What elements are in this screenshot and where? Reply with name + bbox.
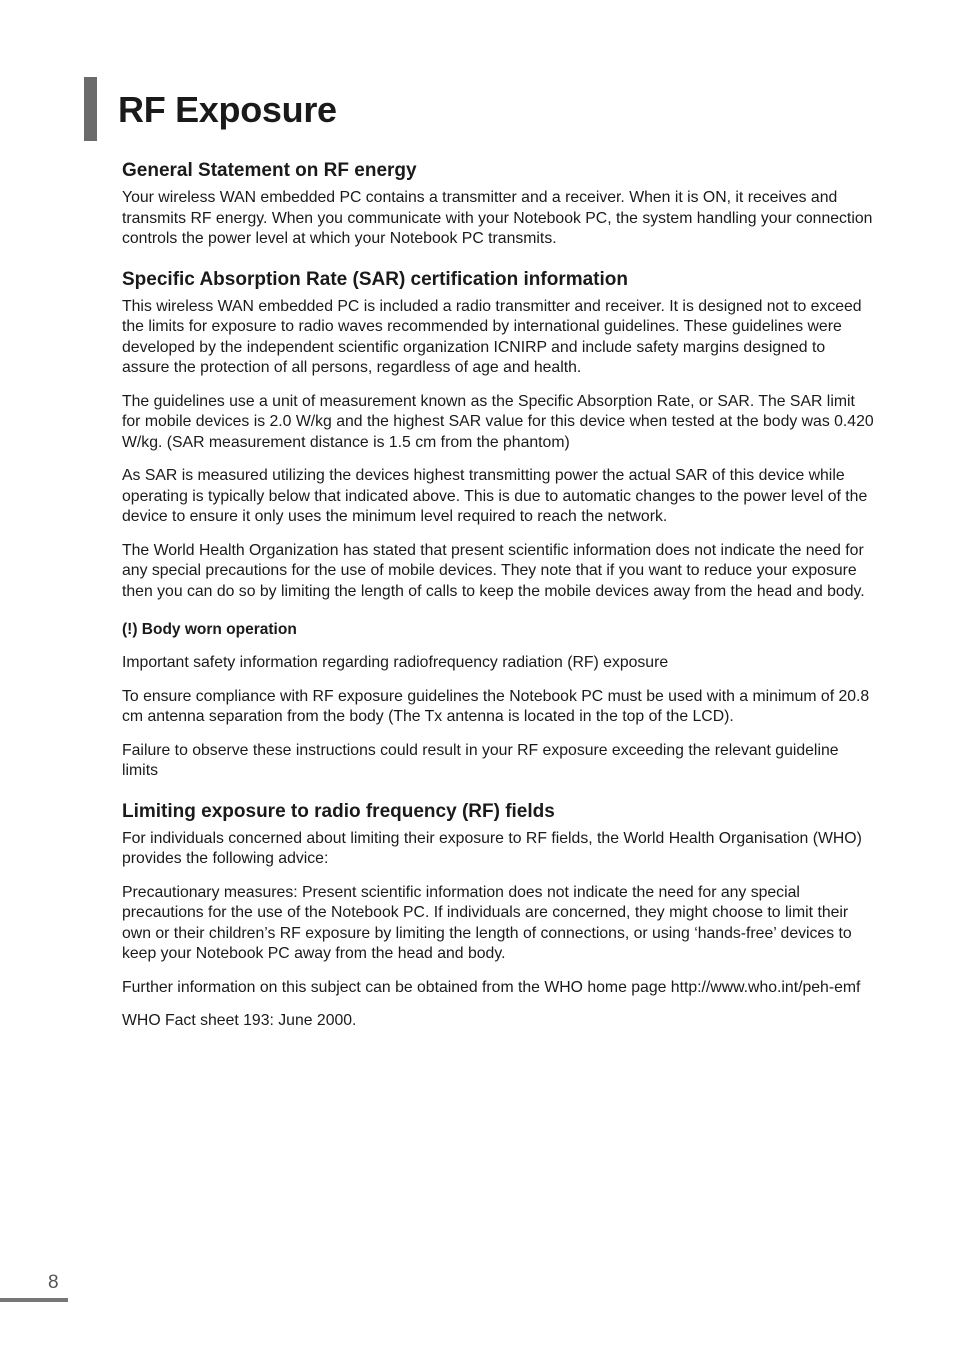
limiting-exposure-paragraph-2: Precautionary measures: Present scientific information does not indicate the need for any special precautions for the use of the Notebook PC. If individuals are concerned, they might choose to limit their own or their children’s RF exposure by limiting the length of connections, or using ‘hands-free’ devices to keep your Notebook PC away from the head and body. — [122, 883, 852, 962]
page-number: 8 — [48, 1272, 59, 1293]
page-content — [122, 158, 874, 1045]
body-worn-paragraph-3: Failure to observe these instructions could result in your RF exposure exceeding the relevant guideline limits — [122, 741, 839, 779]
limiting-exposure-paragraph-3: Further information on this subject can be obtained from the WHO home page http://www.who.int/peh-emf — [122, 978, 861, 996]
sar-paragraph-4: The World Health Organization has stated that present scientific information does not indicate the need for any special precautions for the use of mobile devices. They note that if you want to reduce your exposure then you can do so by limiting the length of calls to keep the mobile devices away from the head and body. — [122, 541, 865, 600]
body-worn-paragraph-1: Important safety information regarding radiofrequency radiation (RF) exposure — [122, 654, 669, 671]
general-statement-section — [122, 158, 874, 250]
limiting-exposure-heading: Limiting exposure to radio frequency (RF) fields — [122, 800, 555, 822]
sar-paragraph-3: As SAR is measured utilizing the devices highest transmitting power the actual SAR of this device while operating is typically below that indicated above. This is due to automatic changes to the power level of the device to ensure it only uses the minimum level required to reach the network. — [122, 467, 868, 525]
sar-heading: Specific Absorption Rate (SAR) certification information — [122, 268, 629, 290]
limiting-exposure-section — [122, 799, 874, 1032]
body-worn-paragraph-2: To ensure compliance with RF exposure guidelines the Notebook PC must be used with a minimum of 20.8 cm antenna separation from the body (The Tx antenna is located in the top of the LCD). — [122, 687, 870, 725]
title-accent-bar — [84, 77, 97, 141]
sar-paragraph-2: The guidelines use a unit of measurement known as the Specific Absorption Rate, or SAR. The SAR limit for mobile devices is 2.0 W/kg and the highest SAR value for this device when tested at the body was 0.420 W/kg. (SAR measurement distance is 1.5 cm from the phantom) — [122, 392, 874, 451]
limiting-exposure-paragraph-1: For individuals concerned about limiting their exposure to RF fields, the World Health Organisation (WHO) provides the following advice: — [122, 829, 862, 867]
page-footer-rule — [0, 1298, 68, 1302]
general-statement-heading: General Statement on RF energy — [122, 160, 417, 181]
sar-paragraph-1: This wireless WAN embedded PC is included a radio transmitter and receiver. It is designed not to exceed the limits for exposure to radio waves recommended by international guidelines. These guidelines were developed by the independent scientific organization ICNIRP and include safety margins designed to assure the protection of all persons, regardless of age and health. — [122, 297, 862, 376]
limiting-exposure-paragraph-4: WHO Fact sheet 193: June 2000. — [122, 1012, 357, 1029]
sar-section — [122, 267, 874, 603]
general-statement-paragraph-1: Your wireless WAN embedded PC contains a transmitter and a receiver. When it is ON, it receives and transmits RF energy. When you communicate with your Notebook PC, the system handling your connection controls the power level at which your Notebook PC transmits. — [122, 189, 873, 247]
body-worn-heading: (!) Body worn operation — [122, 621, 297, 638]
page-title: RF Exposure — [118, 89, 337, 130]
body-worn-section — [122, 619, 874, 782]
